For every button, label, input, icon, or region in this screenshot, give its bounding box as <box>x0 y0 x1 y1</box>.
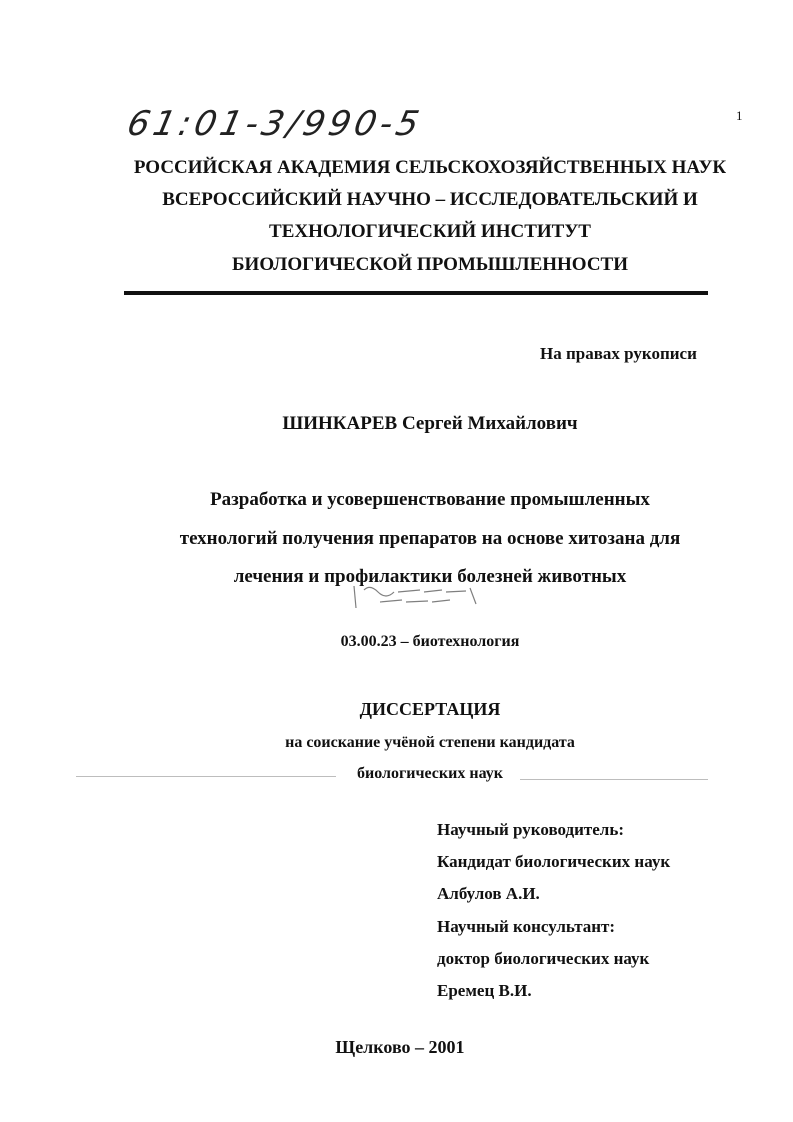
organization-line-1: РОССИЙСКАЯ АКАДЕМИЯ СЕЛЬСКОХОЗЯЙСТВЕННЫХ НАУК <box>133 157 727 178</box>
supervisor-degree: Кандидат биологических наук <box>437 852 671 871</box>
organization-line-4: БИОЛОГИЧЕСКОЙ ПРОМЫШЛЕННОСТИ <box>231 254 628 275</box>
handwritten-catalog-code: 61:01-3/990-5 <box>123 104 427 144</box>
consultant-label: Научный консультант: <box>437 917 616 936</box>
supervisor-label: Научный руководитель: <box>437 820 624 839</box>
author-name: ШИНКАРЕВ Сергей Михайлович <box>282 413 578 434</box>
dissertation-heading: ДИССЕРТАЦИЯ <box>359 699 501 719</box>
dissertation-degree-line-1: на соискание учёной степени кандидата <box>285 734 575 751</box>
scan-artifact-line-left <box>76 776 336 777</box>
title-line-2: технологий получения препаратов на основе хитозана для <box>179 528 681 549</box>
manuscript-rights-note: На правах рукописи <box>540 344 697 363</box>
place-and-year: Щелково – 2001 <box>335 1037 465 1057</box>
consultant-name: Еремец В.И. <box>437 981 532 1000</box>
consultant-degree: доктор биологических наук <box>437 949 650 968</box>
library-stamp-mark <box>350 580 500 612</box>
page-number: 1 <box>736 108 743 123</box>
title-line-3: лечения и профилактики болезней животных <box>233 566 627 587</box>
header-divider <box>124 291 708 295</box>
title-line-1: Разработка и усовершенствование промышленных <box>210 489 650 510</box>
dissertation-degree-line-2: биологических наук <box>357 765 503 782</box>
organization-line-3: ТЕХНОЛОГИЧЕСКИЙ ИНСТИТУТ <box>269 221 591 242</box>
specialty-code: 03.00.23 – биотехнология <box>340 633 520 650</box>
supervisor-name: Албулов А.И. <box>437 884 540 903</box>
scan-artifact-line-right <box>520 779 708 780</box>
organization-line-2: ВСЕРОССИЙСКИЙ НАУЧНО – ИССЛЕДОВАТЕЛЬСКИЙ И <box>162 189 698 210</box>
